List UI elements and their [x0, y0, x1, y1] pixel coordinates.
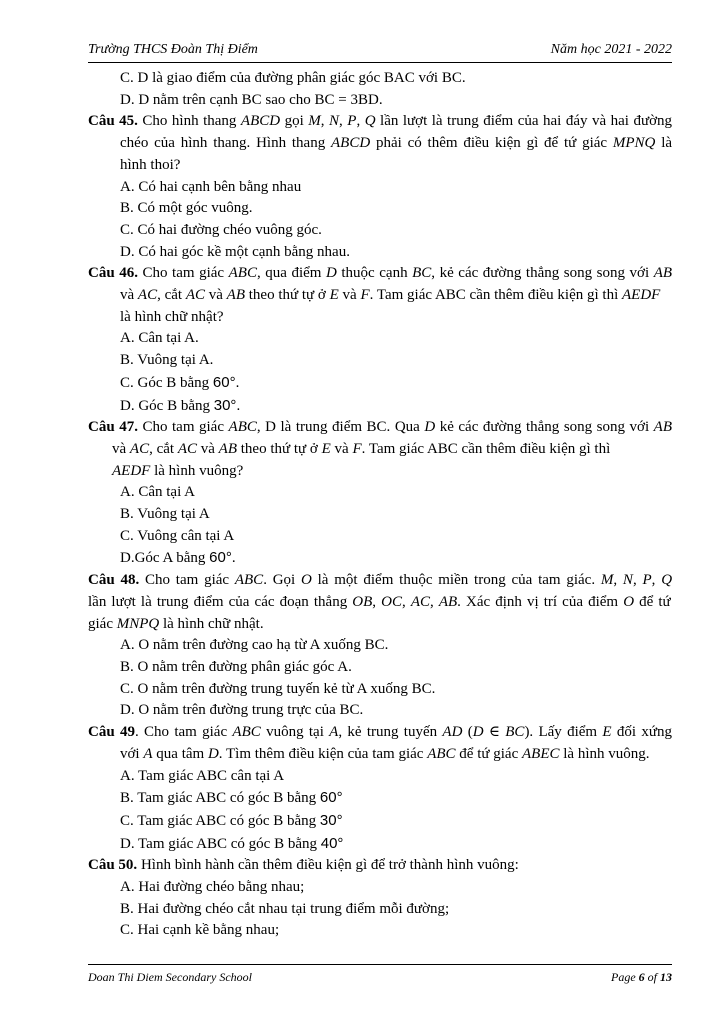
text-run: AB	[226, 287, 245, 304]
text-run: và	[120, 287, 138, 304]
math-value: 30°	[319, 811, 343, 829]
text-run: . Tam giác ABC cần thêm điều kiện gì thì	[361, 440, 611, 457]
text-run: . Cho tam giác	[134, 724, 233, 741]
text-run: M	[600, 572, 614, 589]
text-run: , cắt	[149, 440, 178, 457]
text-run: phải có thêm điều kiện gì để tứ giác	[370, 135, 613, 152]
question-line	[88, 417, 672, 439]
text-run: và	[338, 287, 361, 304]
text-run: , D là trung điểm BC. Qua	[256, 419, 425, 436]
question-line	[88, 722, 672, 744]
text-run: N	[329, 113, 340, 130]
text-run: , cắt	[157, 287, 186, 304]
text-run: A. Tam giác ABC cân tại A	[120, 767, 285, 784]
text-line	[88, 242, 672, 264]
text-line	[88, 68, 672, 90]
text-run: AC	[177, 440, 197, 457]
text-line	[88, 635, 672, 657]
math-value: 60°	[319, 789, 343, 807]
text-run: A	[143, 745, 153, 762]
text-line	[88, 350, 672, 372]
text-run: D	[326, 265, 337, 282]
text-line	[88, 766, 672, 788]
text-line	[88, 133, 672, 155]
text-run: và	[205, 287, 227, 304]
text-run: Cho hình thang	[137, 113, 241, 130]
text-run: ,	[430, 593, 439, 610]
text-run: O	[623, 593, 635, 610]
text-run: . Tam giác ABC cần thêm điều kiện gì thì	[369, 287, 623, 304]
text-run: ABC	[234, 572, 264, 589]
text-line	[88, 372, 672, 395]
text-run: F	[352, 440, 362, 457]
text-run: là hình vuông?	[150, 462, 244, 479]
text-run: ABC	[228, 265, 257, 282]
text-run: A. O nằm trên đường cao hạ từ A xuống BC.	[120, 637, 389, 654]
text-run: . Tìm thêm điều kiện của tam giác	[218, 745, 428, 762]
text-run: B. Vuông tại A.	[120, 352, 214, 369]
text-run: . Gọi	[263, 572, 302, 589]
text-run: , kẻ các đường thẳng song song với	[431, 265, 654, 282]
text-run: ,	[632, 572, 643, 589]
text-run: Q	[364, 113, 376, 130]
text-run: B. O nằm trên đường phân giác góc A.	[120, 658, 352, 675]
question-number: Câu 46.	[88, 265, 138, 282]
text-run: M	[308, 113, 321, 130]
text-run: E	[602, 724, 612, 741]
text-run: E	[321, 440, 331, 457]
text-run: O	[301, 572, 312, 589]
text-run: ABCD	[331, 135, 371, 152]
text-line	[88, 526, 672, 548]
text-run: đối xứng	[611, 724, 672, 741]
math-value: 30°	[213, 396, 237, 414]
text-line	[88, 177, 672, 199]
text-run: E	[329, 287, 339, 304]
text-run: MPNQ	[612, 135, 656, 152]
text-run: để tứ	[634, 593, 671, 610]
text-run: AB	[653, 419, 672, 436]
text-run: lần lượt là trung điểm của hai đáy và hai đường	[375, 113, 673, 130]
text-run: là hình vuông.	[559, 745, 650, 762]
text-run: B. Hai đường chéo cắt nhau tại trung điểm mỗi đường;	[120, 900, 450, 917]
text-run: Cho tam giác	[139, 572, 235, 589]
question-number: Câu 50.	[88, 857, 138, 874]
text-run: B. Vuông tại A	[120, 506, 210, 523]
math-value: 60°	[209, 549, 232, 567]
text-run: hình thoi?	[120, 156, 181, 173]
text-run: ABC	[427, 745, 456, 762]
text-run: AEDF	[112, 462, 151, 479]
text-run: OB	[352, 593, 373, 610]
text-run: .	[235, 374, 240, 391]
math-value: 40°	[320, 834, 344, 852]
text-run: D.Góc A bằng	[120, 550, 210, 567]
text-run: ABCD	[240, 113, 281, 130]
text-run: .	[231, 550, 236, 567]
text-run: ,	[356, 113, 365, 130]
document-body	[88, 68, 672, 942]
text-line	[88, 482, 672, 504]
text-run: là	[655, 135, 673, 152]
text-run: Cho tam giác	[137, 265, 229, 282]
text-run: giác	[88, 615, 117, 632]
header-school: Trường THCS Đoàn Thị Điểm	[88, 42, 258, 57]
text-line	[88, 285, 672, 307]
text-run: D	[207, 745, 219, 762]
text-run: OC	[381, 593, 402, 610]
text-run: và	[112, 440, 130, 457]
text-run: A. Có hai cạnh bên bằng nhau	[120, 178, 302, 195]
page-header	[88, 40, 672, 63]
text-run: B. Tam giác ABC có góc B bằng	[120, 790, 320, 807]
text-run: AD	[442, 724, 463, 741]
text-run: là hình chữ nhật.	[159, 615, 264, 632]
text-run: AB	[218, 440, 237, 457]
text-run: BC	[412, 265, 432, 282]
text-run: ,	[339, 113, 348, 130]
text-line	[88, 307, 672, 329]
text-line	[88, 810, 672, 833]
text-run: .	[236, 397, 241, 414]
text-run: B. Có một góc vuông.	[120, 200, 253, 217]
text-run: AB	[438, 593, 458, 610]
question-line	[88, 570, 672, 592]
text-run: vuông tại	[260, 724, 330, 741]
text-run: A	[329, 724, 339, 741]
text-run: AC	[137, 287, 158, 304]
text-run: MNPQ	[116, 615, 160, 632]
text-run: D. Tam giác ABC có góc B bằng	[120, 835, 321, 852]
question-number: Câu 47.	[88, 419, 138, 436]
text-run: ,	[320, 113, 329, 130]
question-number: Câu 48.	[88, 572, 140, 589]
text-run: C. Tam giác ABC có góc B bằng	[120, 812, 320, 829]
text-run: P	[347, 113, 357, 130]
text-run: Cho tam giác	[137, 419, 229, 436]
text-line	[88, 657, 672, 679]
text-run: F	[360, 287, 370, 304]
text-run: A. Cân tại A	[120, 484, 195, 501]
text-run: với	[120, 745, 144, 762]
text-run: ). Lấy điểm	[524, 724, 603, 741]
text-run: là hình chữ nhật?	[120, 308, 224, 325]
text-run: (	[462, 724, 473, 741]
question-line	[88, 263, 672, 285]
text-run: lần lượt là trung điểm của các đoạn thẳng	[88, 593, 353, 610]
text-line	[88, 833, 672, 856]
page-footer	[88, 964, 672, 989]
footer-school: Doan Thi Diem Secondary School	[88, 970, 252, 984]
text-run: D. Góc B bằng	[120, 397, 214, 414]
text-run: . Xác định vị trí của điểm	[457, 593, 624, 610]
text-line	[88, 877, 672, 899]
text-run: qua tâm	[152, 745, 208, 762]
text-run: ,	[651, 572, 662, 589]
text-line	[88, 592, 672, 614]
text-run: C. Có hai đường chéo vuông góc.	[120, 221, 322, 238]
text-run: ABC	[228, 419, 257, 436]
text-run: và	[330, 440, 353, 457]
text-run: D. Có hai góc kề một cạnh bằng nhau.	[120, 243, 350, 260]
text-run: AC	[129, 440, 150, 457]
text-run: chéo của hình thang. Hình thang	[120, 135, 331, 152]
text-run: gọi	[280, 113, 309, 130]
text-run: Q	[661, 572, 673, 589]
question-number: Câu 45.	[88, 113, 138, 130]
text-line	[88, 155, 672, 177]
text-run: C. O nằm trên đường trung tuyến kẻ từ A xuống BC.	[120, 680, 436, 697]
text-line	[88, 439, 672, 461]
text-line	[88, 547, 672, 570]
text-run: C. Góc B bằng	[120, 374, 213, 391]
text-run: , kẻ trung tuyến	[338, 724, 443, 741]
question-number: Câu 49	[88, 724, 135, 741]
text-line	[88, 198, 672, 220]
text-line	[88, 787, 672, 810]
text-run: Hình bình hành cần thêm điều kiện gì để trở thành hình vuông:	[137, 857, 519, 874]
text-run: AC	[185, 287, 205, 304]
text-run: A. Cân tại A.	[120, 330, 199, 347]
text-line	[88, 220, 672, 242]
text-run: ,	[372, 593, 382, 610]
text-run: để tứ giác	[455, 745, 522, 762]
text-run: và	[197, 440, 219, 457]
text-run: C. Vuông cân tại A	[120, 527, 235, 544]
text-run: thuộc cạnh	[336, 265, 413, 282]
page-number: Page 6 of 13	[611, 970, 672, 984]
text-line	[88, 504, 672, 526]
text-run: D. D nằm trên cạnh BC sao cho BC = 3BD.	[120, 91, 383, 108]
text-run: ,	[401, 593, 411, 610]
text-run: ABEC	[522, 745, 560, 762]
text-line	[88, 920, 672, 942]
question-line	[88, 111, 672, 133]
text-run: AEDF	[622, 287, 661, 304]
text-run: D. O nằm trên đường trung trực của BC.	[120, 702, 364, 719]
text-line	[88, 744, 672, 766]
text-run: AB	[653, 265, 673, 282]
text-run: C. Hai cạnh kề bằng nhau;	[120, 922, 280, 939]
text-run: , qua điểm	[256, 265, 326, 282]
text-line	[88, 90, 672, 112]
text-run: A. Hai đường chéo bằng nhau;	[120, 879, 305, 896]
text-line	[88, 328, 672, 350]
text-run: là một điểm thuộc miền trong của tam giác.	[311, 572, 601, 589]
math-value: 60°	[212, 373, 236, 391]
text-run: P	[642, 572, 652, 589]
text-line	[88, 700, 672, 722]
text-run: C. D là giao điểm của đường phân giác góc BAC với BC.	[120, 70, 466, 86]
text-run: D	[472, 724, 484, 741]
text-run: ∈	[483, 724, 506, 741]
text-line	[88, 899, 672, 921]
header-year: Năm học 2021 - 2022	[550, 42, 672, 57]
text-line	[88, 395, 672, 418]
question-line	[88, 855, 672, 877]
text-run: N	[622, 572, 633, 589]
text-line	[88, 614, 672, 636]
text-run: D	[424, 419, 436, 436]
text-line	[88, 461, 672, 483]
text-run: AC	[410, 593, 430, 610]
text-run: ABC	[232, 724, 261, 741]
text-run: theo thứ tự ở	[245, 287, 330, 304]
text-line	[88, 679, 672, 701]
text-run: BC	[505, 724, 525, 741]
text-run: theo thứ tự ở	[237, 440, 322, 457]
text-run: kẻ các đường thẳng song song với	[435, 419, 654, 436]
text-run: ,	[613, 572, 623, 589]
